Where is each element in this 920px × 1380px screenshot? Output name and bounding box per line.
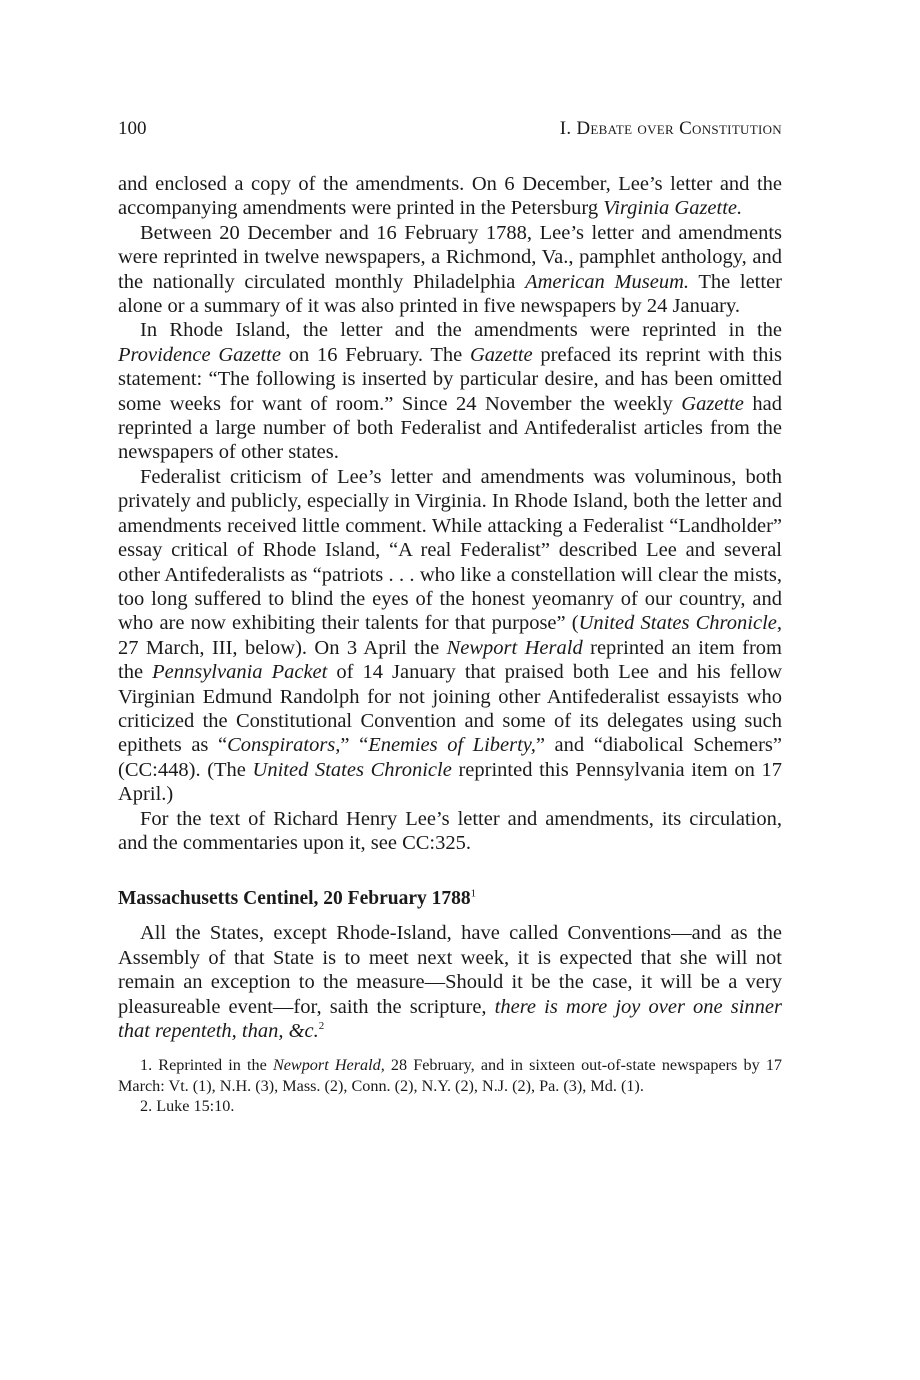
italic-text: Providence Gazette	[118, 343, 281, 366]
footnote-reference: 1	[470, 887, 477, 900]
headnote-body	[118, 172, 782, 855]
headnote-paragraph: Federalist criticism of Lee’s letter and amendments was voluminous, both privately and publicly, especially in Virginia. In Rhode Island, both the letter and amendments received little comment. While attacking a Federalist “Landholder” essay critical of Rhode Island, “A real Federalist” described Lee and several other Antifederalists as “patriots . . . who like a constellation will clear the mists, too long suffered to blind the eyes of the honest yeomanry of our country, and who are now exhibiting their talents for that purpose” (United States Chronicle, 27 March, III, below). On 3 April the Newport Herald reprinted an item from the Pennsylvania Packet of 14 January that praised both Lee and his fellow Virginian Edmund Randolph for not joining other Antifederalist essayists who criticized the Constitutional Convention and some of its delegates using such epithets as “Conspirators,” “Enemies of Liberty,” and “diabolical Schemers” (CC:448). (The United States Chronicle reprinted this Pennsylvania item on 17 April.)	[118, 465, 783, 806]
headnote-paragraph: and enclosed a copy of the amendments. On 6 December, Lee’s letter and the accompanying amendments were printed in the Petersburg Virginia Gazette.	[118, 173, 782, 220]
headnote-paragraph: In Rhode Island, the letter and the amendments were reprinted in the Providence Gazette on 16 February. The Gazette prefaced its reprint with this statement: “The following is inserted by particular desire, and has been omitted some weeks for want of room.” Since 24 November the weekly Gazette had reprinted a large number of both Federalist and Antifederalist articles from the newspapers of other states.	[118, 319, 783, 464]
italic-text: Gazette	[470, 343, 533, 366]
italic-text: Newport Herald,	[272, 1056, 385, 1075]
footnotes	[118, 1055, 782, 1117]
italic-text: Newport Herald	[446, 636, 583, 659]
document-paragraph	[118, 921, 782, 1043]
headnote-paragraph: For the text of Richard Henry Lee’s letter and amendments, its circulation, and the commentaries upon it, see CC:325.	[118, 807, 782, 854]
italic-text: Conspirators,	[227, 734, 341, 757]
italic-text: Virginia Gazette.	[603, 197, 743, 220]
document-heading-text: Massachusetts Centinel, 20 February 1788	[118, 888, 471, 910]
book-page	[118, 118, 782, 1117]
running-title: I. Debate over Constitution	[559, 118, 782, 139]
document-heading	[118, 887, 782, 911]
footnote-reference: 2	[318, 1020, 325, 1033]
page-number: 100	[118, 118, 147, 139]
italic-text: American Museum.	[525, 270, 690, 293]
italic-text: United States Chronicle	[252, 758, 452, 781]
italic-text: there is more joy over one sinner that repenteth, than, &c.	[118, 995, 782, 1042]
italic-text: Pennsylvania Packet	[152, 661, 328, 684]
footnote: 1. Reprinted in the Newport Herald, 28 February, and in sixteen out-of-state newspapers by 17 March: Vt. (1), N.H. (3), Mass. (2), Conn. (2), N.Y. (2), N.J. (2), Pa. (3), Md. (1).	[118, 1056, 783, 1095]
document-paragraph-text: All the States, except Rhode-Island, have called Conventions—and as the Assembly of that State is to meet next week, it is expected that she will not remain an exception to the measure—Should it be the case, it will be a very pleasureable event—for, saith the scripture, there is more joy over one sinner that repenteth, than, &c.	[118, 922, 782, 1042]
document-text	[118, 921, 782, 1043]
italic-text: Gazette	[681, 392, 744, 415]
headnote-paragraph: Between 20 December and 16 February 1788, Lee’s letter and amendments were reprinted in twelve newspapers, a Richmond, Va., pamphlet anthology, and the nationally circulated monthly Philadelphia American Museum. The letter alone or a summary of it was also printed in five newspapers by 24 January.	[118, 221, 783, 318]
italic-text: United States Chronicle,	[578, 612, 782, 635]
running-head	[118, 118, 782, 148]
italic-text: Enemies of Liberty,	[368, 734, 536, 757]
footnote: 2. Luke 15:10.	[140, 1097, 235, 1116]
